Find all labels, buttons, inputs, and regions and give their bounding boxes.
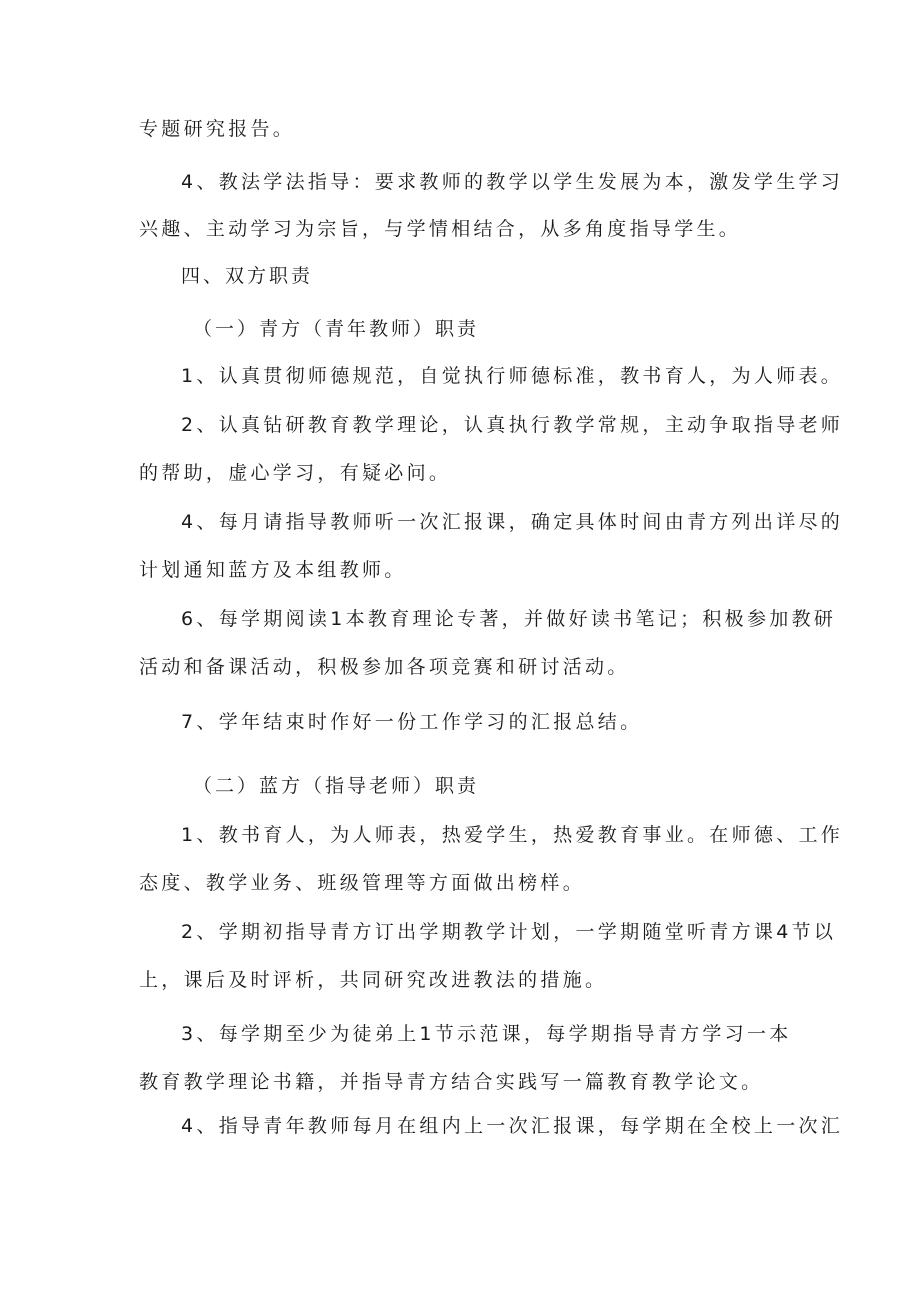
paragraph-line-item-2: 2、认真钻研教育教学理论，认真执行教学常规，主动争取指导老师 <box>181 414 844 436</box>
paragraph-line: 兴趣、主动学习为宗旨，与学情相结合，从多角度指导学生。 <box>139 218 742 240</box>
paragraph-line-item-1: 1、认真贯彻师德规范，自觉执行师德标准，教书育人，为人师表。 <box>181 365 844 387</box>
paragraph-line-item-7: 7、学年结束时作好一份工作学习的汇报总结。 <box>181 711 643 733</box>
paragraph-line-item-4: 4、每月请指导教师听一次汇报课，确定具体时间由青方列出详尽的 <box>181 511 844 533</box>
paragraph-line-continuation: 专题研究报告。 <box>139 118 296 140</box>
section-heading-mutual-duties: 四、双方职责 <box>181 265 314 287</box>
subsection-heading-mentor-duties: （二）蓝方（指导老师）职责 <box>193 775 480 797</box>
paragraph-line-item-4-teaching-guidance: 4、教法学法指导：要求教师的教学以学生发展为本，激发学生学习 <box>181 171 844 193</box>
paragraph-line: 教育教学理论书籍，并指导青方结合实践写一篇教育教学论文。 <box>139 1071 764 1093</box>
paragraph-line: 态度、教学业务、班级管理等方面做出榜样。 <box>139 872 586 894</box>
paragraph-line: 计划通知蓝方及本组教师。 <box>139 559 407 581</box>
paragraph-line: 上，课后及时评析，共同研究改进教法的措施。 <box>139 969 608 991</box>
subsection-heading-young-teacher-duties: （一）青方（青年教师）职责 <box>193 318 480 340</box>
paragraph-line-item-2: 2、学期初指导青方订出学期教学计划，一学期随堂听青方课4节以 <box>181 921 837 943</box>
paragraph-line-item-4: 4、指导青年教师每月在组内上一次汇报课，每学期在全校上一次汇 <box>181 1115 844 1137</box>
paragraph-line-item-6: 6、每学期阅读1本教育理论专著，并做好读书笔记；积极参加教研 <box>181 608 837 630</box>
paragraph-line: 活动和备课活动，积极参加各项竞赛和研讨活动。 <box>139 656 630 678</box>
paragraph-line-item-1: 1、教书育人，为人师表，热爱学生，热爱教育事业。在师德、工作 <box>181 824 844 846</box>
paragraph-line: 的帮助，虚心学习，有疑必问。 <box>139 462 452 484</box>
paragraph-line-item-3: 3、每学期至少为徒弟上1节示范课，每学期指导青方学习一本 <box>181 1023 792 1045</box>
